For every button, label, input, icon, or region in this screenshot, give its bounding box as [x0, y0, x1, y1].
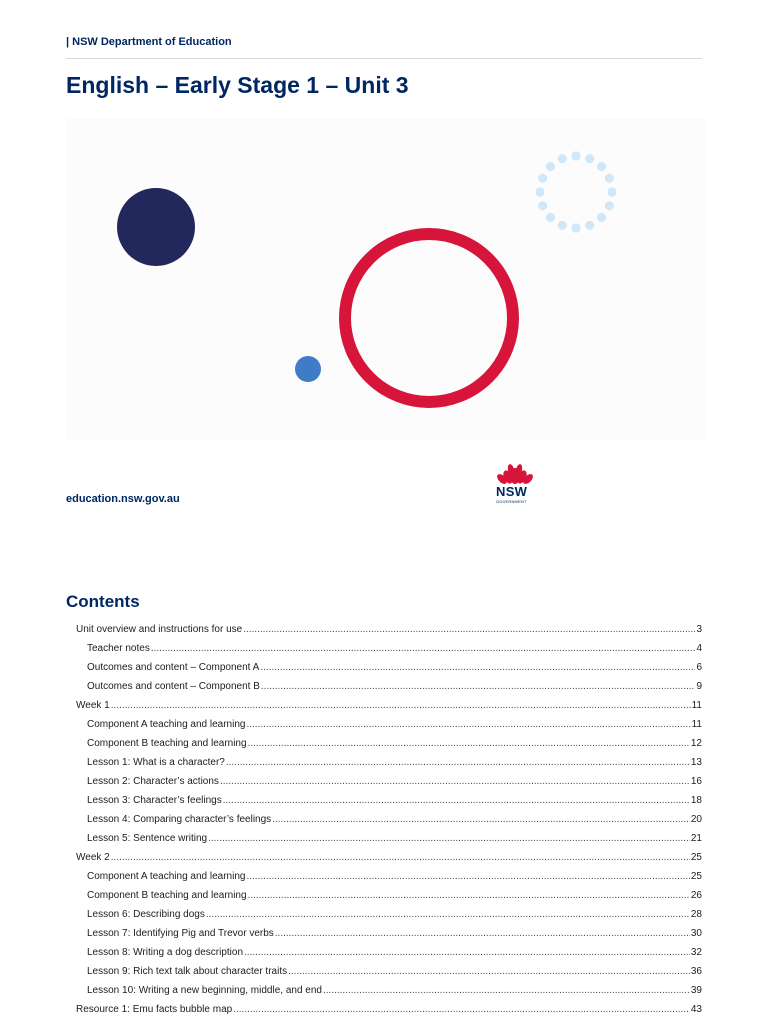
- dotted-ring: [535, 151, 616, 232]
- toc-dot-leader: [248, 734, 690, 753]
- toc-entry-label: Week 1: [76, 700, 110, 711]
- toc-entry-label: Component B teaching and learning: [87, 738, 247, 749]
- toc-entry-page: 9: [696, 681, 702, 692]
- toc-entry[interactable]: [76, 753, 702, 772]
- toc-entry-label: Component B teaching and learning: [87, 890, 247, 901]
- toc-entry[interactable]: [76, 696, 702, 715]
- toc-dot-leader: [243, 620, 695, 639]
- toc-entry[interactable]: [76, 829, 702, 848]
- toc-dot-leader: [244, 943, 690, 962]
- toc-entry-page: 11: [691, 700, 702, 711]
- toc-entry-page: 12: [690, 738, 702, 749]
- toc-dot-leader: [246, 867, 689, 886]
- toc-entry[interactable]: [76, 867, 702, 886]
- toc-entry[interactable]: [76, 943, 702, 962]
- toc-entry-label: Week 2: [76, 852, 110, 863]
- contents-heading: Contents: [66, 592, 140, 611]
- ring-dot: [607, 187, 616, 196]
- toc-entry-page: 20: [690, 814, 702, 825]
- toc-entry[interactable]: [76, 962, 702, 981]
- ring-dot: [571, 223, 580, 232]
- toc-entry-label: Lesson 1: What is a character?: [87, 757, 225, 768]
- toc-entry-label: Outcomes and content – Component A: [87, 662, 260, 673]
- toc-entry[interactable]: [76, 886, 702, 905]
- ring-dot: [605, 201, 614, 210]
- table-of-contents: [76, 620, 702, 1019]
- toc-entry[interactable]: [76, 791, 702, 810]
- ring-dot: [546, 213, 555, 222]
- ring-dot: [597, 213, 606, 222]
- ring-dot: [538, 174, 547, 183]
- ring-dot: [558, 154, 567, 163]
- toc-entry-label: Lesson 8: Writing a dog description: [87, 947, 244, 958]
- decorative-circles: [66, 118, 706, 440]
- toc-entry-page: 25: [690, 852, 702, 863]
- toc-entry-page: 13: [690, 757, 702, 768]
- toc-entry-label: Lesson 9: Rich text talk about character traits: [87, 966, 288, 977]
- toc-dot-leader: [226, 753, 690, 772]
- toc-entry-label: Outcomes and content – Component B: [87, 681, 260, 692]
- ring-dot: [535, 187, 544, 196]
- page-header: | NSW Department of Education: [66, 36, 702, 59]
- toc-entry-label: Lesson 5: Sentence writing: [87, 833, 208, 844]
- toc-entry-page: 4: [696, 643, 702, 654]
- toc-entry[interactable]: [76, 734, 702, 753]
- toc-entry[interactable]: [76, 639, 702, 658]
- toc-dot-leader: [261, 677, 696, 696]
- toc-entry-page: 30: [690, 928, 702, 939]
- toc-entry-label: Component A teaching and learning: [87, 719, 246, 730]
- navy-circle: [117, 188, 195, 266]
- toc-dot-leader: [206, 905, 690, 924]
- nsw-logo-subtitle: GOVERNMENT: [496, 499, 527, 504]
- ring-dot: [605, 174, 614, 183]
- toc-entry-page: 11: [691, 719, 702, 730]
- ring-dot: [538, 201, 547, 210]
- ring-dot: [571, 151, 580, 160]
- red-ring: [345, 234, 513, 402]
- toc-entry[interactable]: [76, 772, 702, 791]
- toc-entry-page: 26: [690, 890, 702, 901]
- blue-dot: [295, 356, 321, 382]
- toc-entry[interactable]: [76, 620, 702, 639]
- toc-entry-label: Component A teaching and learning: [87, 871, 246, 882]
- toc-dot-leader: [111, 848, 690, 867]
- toc-entry-label: Teacher notes: [87, 643, 150, 654]
- toc-entry-page: 28: [690, 909, 702, 920]
- toc-dot-leader: [260, 658, 695, 677]
- toc-dot-leader: [111, 696, 691, 715]
- toc-entry[interactable]: [76, 715, 702, 734]
- toc-entry-label: Lesson 10: Writing a new beginning, middle, and end: [87, 985, 322, 996]
- ring-dot: [585, 154, 594, 163]
- toc-entry-page: 6: [696, 662, 702, 673]
- toc-dot-leader: [151, 639, 696, 658]
- toc-entry[interactable]: [76, 905, 702, 924]
- toc-entry-page: 3: [696, 624, 702, 635]
- toc-entry-label: Lesson 3: Character’s feelings: [87, 795, 222, 806]
- toc-entry-page: 36: [690, 966, 702, 977]
- toc-entry-page: 25: [690, 871, 702, 882]
- ring-dot: [585, 221, 594, 230]
- toc-entry-label: Resource 1: Emu facts bubble map: [76, 1004, 233, 1015]
- toc-entry-page: 21: [690, 833, 702, 844]
- toc-dot-leader: [248, 886, 690, 905]
- toc-dot-leader: [223, 791, 690, 810]
- toc-dot-leader: [208, 829, 690, 848]
- toc-entry-page: 43: [690, 1004, 702, 1015]
- toc-dot-leader: [323, 981, 690, 1000]
- toc-entry[interactable]: [76, 677, 702, 696]
- cover-graphic: [66, 118, 706, 440]
- toc-entry-label: Lesson 2: Character’s actions: [87, 776, 219, 787]
- toc-dot-leader: [275, 924, 690, 943]
- toc-entry[interactable]: [76, 1000, 702, 1019]
- toc-entry-page: 32: [690, 947, 702, 958]
- toc-entry[interactable]: [76, 810, 702, 829]
- nsw-logo-wordmark: NSW: [496, 484, 528, 499]
- toc-entry-label: Lesson 4: Comparing character’s feelings: [87, 814, 272, 825]
- toc-entry-page: 16: [690, 776, 702, 787]
- ring-dot: [558, 221, 567, 230]
- toc-entry-page: 18: [690, 795, 702, 806]
- waratah-icon: [490, 462, 540, 486]
- toc-entry[interactable]: [76, 848, 702, 867]
- toc-entry-label: Unit overview and instructions for use: [76, 624, 243, 635]
- toc-dot-leader: [220, 772, 690, 791]
- ring-dot: [597, 162, 606, 171]
- toc-entry-label: Lesson 7: Identifying Pig and Trevor verbs: [87, 928, 274, 939]
- toc-entry-page: 39: [690, 985, 702, 996]
- nsw-government-logo: [490, 462, 540, 508]
- toc-entry[interactable]: [76, 981, 702, 1000]
- toc-entry-label: Lesson 6: Describing dogs: [87, 909, 205, 920]
- document-title: English – Early Stage 1 – Unit 3: [66, 72, 409, 98]
- toc-dot-leader: [233, 1000, 690, 1019]
- toc-dot-leader: [272, 810, 690, 829]
- website-link[interactable]: education.nsw.gov.au: [66, 493, 180, 505]
- ring-dot: [546, 162, 555, 171]
- toc-entry[interactable]: [76, 658, 702, 677]
- toc-entry[interactable]: [76, 924, 702, 943]
- toc-dot-leader: [246, 715, 690, 734]
- toc-dot-leader: [288, 962, 690, 981]
